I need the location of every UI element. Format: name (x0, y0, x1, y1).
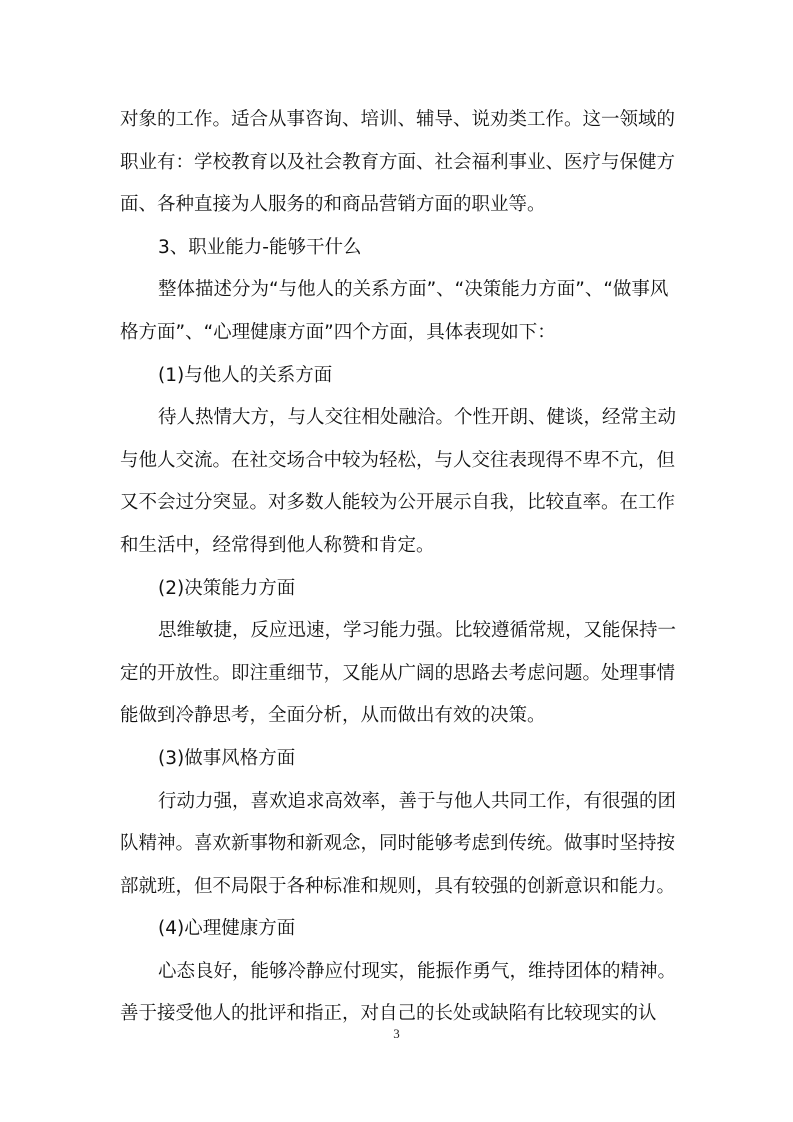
text-line: 面、各种直接为人服务的和商品营销方面的职业等。 (120, 194, 546, 216)
text-line: 职业有：学校教育以及社会教育方面、社会福利事业、医疗与保健方 (120, 151, 676, 173)
text-line: 心态良好，能够冷静应付现实，能振作勇气，维持团体的精神。 (158, 960, 677, 982)
subsection-heading: (3)做事风格方面 (158, 747, 296, 769)
text-line: 定的开放性。即注重细节，又能从广阔的思路去考虑问题。处理事情 (120, 662, 676, 684)
text-line: 和生活中，经常得到他人称赞和肯定。 (120, 534, 435, 556)
text-line: 思维敏捷，反应迅速，学习能力强。比较遵循常规，又能保持一 (158, 620, 677, 642)
document-body (120, 99, 676, 1036)
subsection-heading: (2)决策能力方面 (158, 577, 296, 599)
text-line: 行动力强，喜欢追求高效率，善于与他人共同工作，有很强的团 (158, 790, 677, 812)
text-line: 善于接受他人的批评和指正，对自己的长处或缺陷有比较现实的认 (120, 1003, 657, 1025)
subsection-heading: (1)与他人的关系方面 (158, 364, 333, 386)
page-number: 3 (393, 1026, 400, 1041)
text-line: 与他人交流。在社交场合中较为轻松，与人交往表现得不卑不亢，但 (120, 449, 676, 471)
section-heading: 3、职业能力-能够干什么 (158, 236, 362, 258)
text-line: 对象的工作。适合从事咨询、培训、辅导、说劝类工作。这一领域的 (120, 109, 676, 130)
text-line: 部就班，但不局限于各种标准和规则，具有较强的创新意识和能力。 (120, 875, 676, 897)
text-line: 待人热情大方，与人交往相处融洽。个性开朗、健谈，经常主动 (158, 407, 677, 429)
subsection-heading: (4)心理健康方面 (158, 918, 296, 940)
text-line: 又不会过分突显。对多数人能较为公开展示自我，比较直率。在工作 (120, 492, 676, 514)
text-line: 整体描述分为“与他人的关系方面”、“决策能力方面”、“做事风 (158, 279, 669, 301)
text-line: 能做到冷静思考，全面分析，从而做出有效的决策。 (120, 705, 546, 727)
text-line: 格方面”、“心理健康方面”四个方面，具体表现如下： (120, 321, 556, 343)
text-line: 队精神。喜欢新事物和新观念，同时能够考虑到传统。做事时坚持按 (120, 833, 676, 855)
